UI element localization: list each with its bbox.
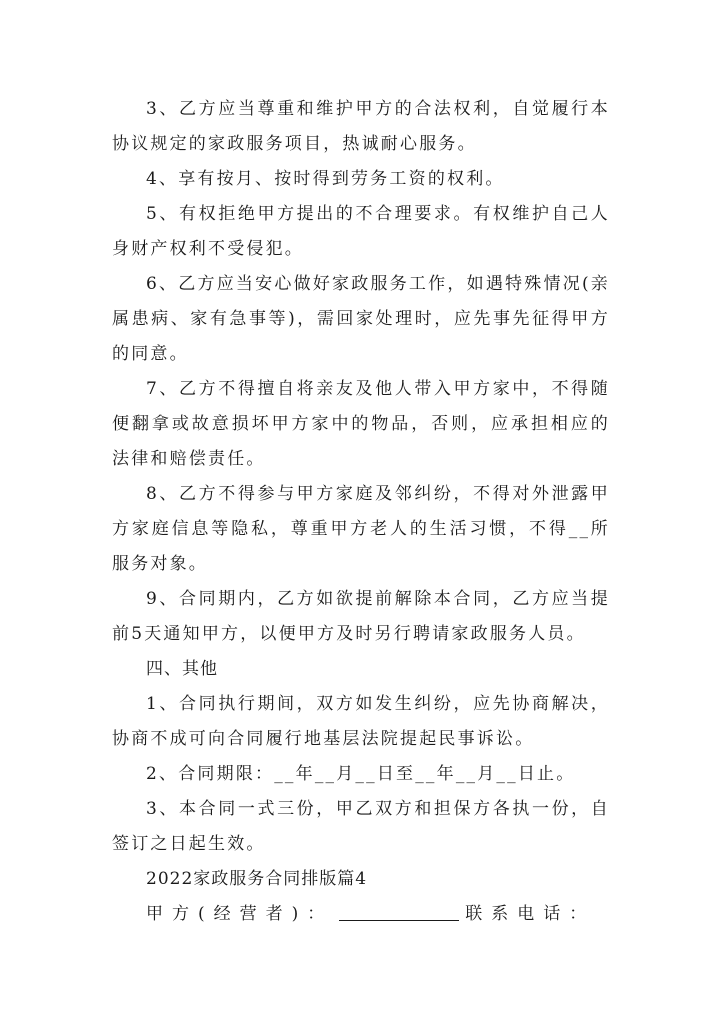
section-heading-other: 四、其他 [146, 659, 218, 679]
party-a-line [112, 897, 610, 932]
paragraph-other-1: 1、合同执行期间，双方如发生纠纷，应先协商解决，协商不成可向合同履行地基层法院提起民事诉讼。 [112, 694, 610, 749]
party-a-contact-label: 联系电话： [465, 904, 596, 924]
paragraph-clause-7: 7、乙方不得擅自将亲友及他人带入甲方家中，不得随便翻拿或故意损坏甲方家中的物品，否则，应承担相应的法律和赔偿责任。 [112, 379, 610, 469]
section-title: 2022家政服务合同排版篇4 [146, 869, 368, 889]
paragraph-clause-3: 3、乙方应当尊重和维护甲方的合法权利，自觉履行本协议规定的家政服务项目，热诚耐心服务。 [112, 99, 610, 154]
document-page [112, 92, 610, 932]
paragraph-other-2: 2、合同期限：__年__月__日至__年__月__日止。 [146, 764, 576, 784]
paragraph-clause-8: 8、乙方不得参与甲方家庭及邻纠纷，不得对外泄露甲方家庭信息等隐私，尊重甲方老人的生活习惯，不得__所服务对象。 [112, 484, 610, 574]
paragraph-clause-4: 4、享有按月、按时得到劳务工资的权利。 [146, 169, 505, 189]
party-a-blank [339, 904, 459, 921]
paragraph-clause-9: 9、合同期内，乙方如欲提前解除本合同，乙方应当提前5天通知甲方，以便甲方及时另行聘请家政服务人员。 [112, 589, 610, 644]
paragraph-clause-6: 6、乙方应当安心做好家政服务工作，如遇特殊情况(亲属患病、家有急事等)，需回家处理时，应先事先征得甲方的同意。 [112, 274, 610, 364]
paragraph-other-3: 3、本合同一式三份，甲乙双方和担保方各执一份，自签订之日起生效。 [112, 799, 610, 854]
party-a-label: 甲方(经营者)： [146, 904, 334, 924]
paragraph-clause-5: 5、有权拒绝甲方提出的不合理要求。有权维护自己人身财产权利不受侵犯。 [112, 204, 610, 259]
